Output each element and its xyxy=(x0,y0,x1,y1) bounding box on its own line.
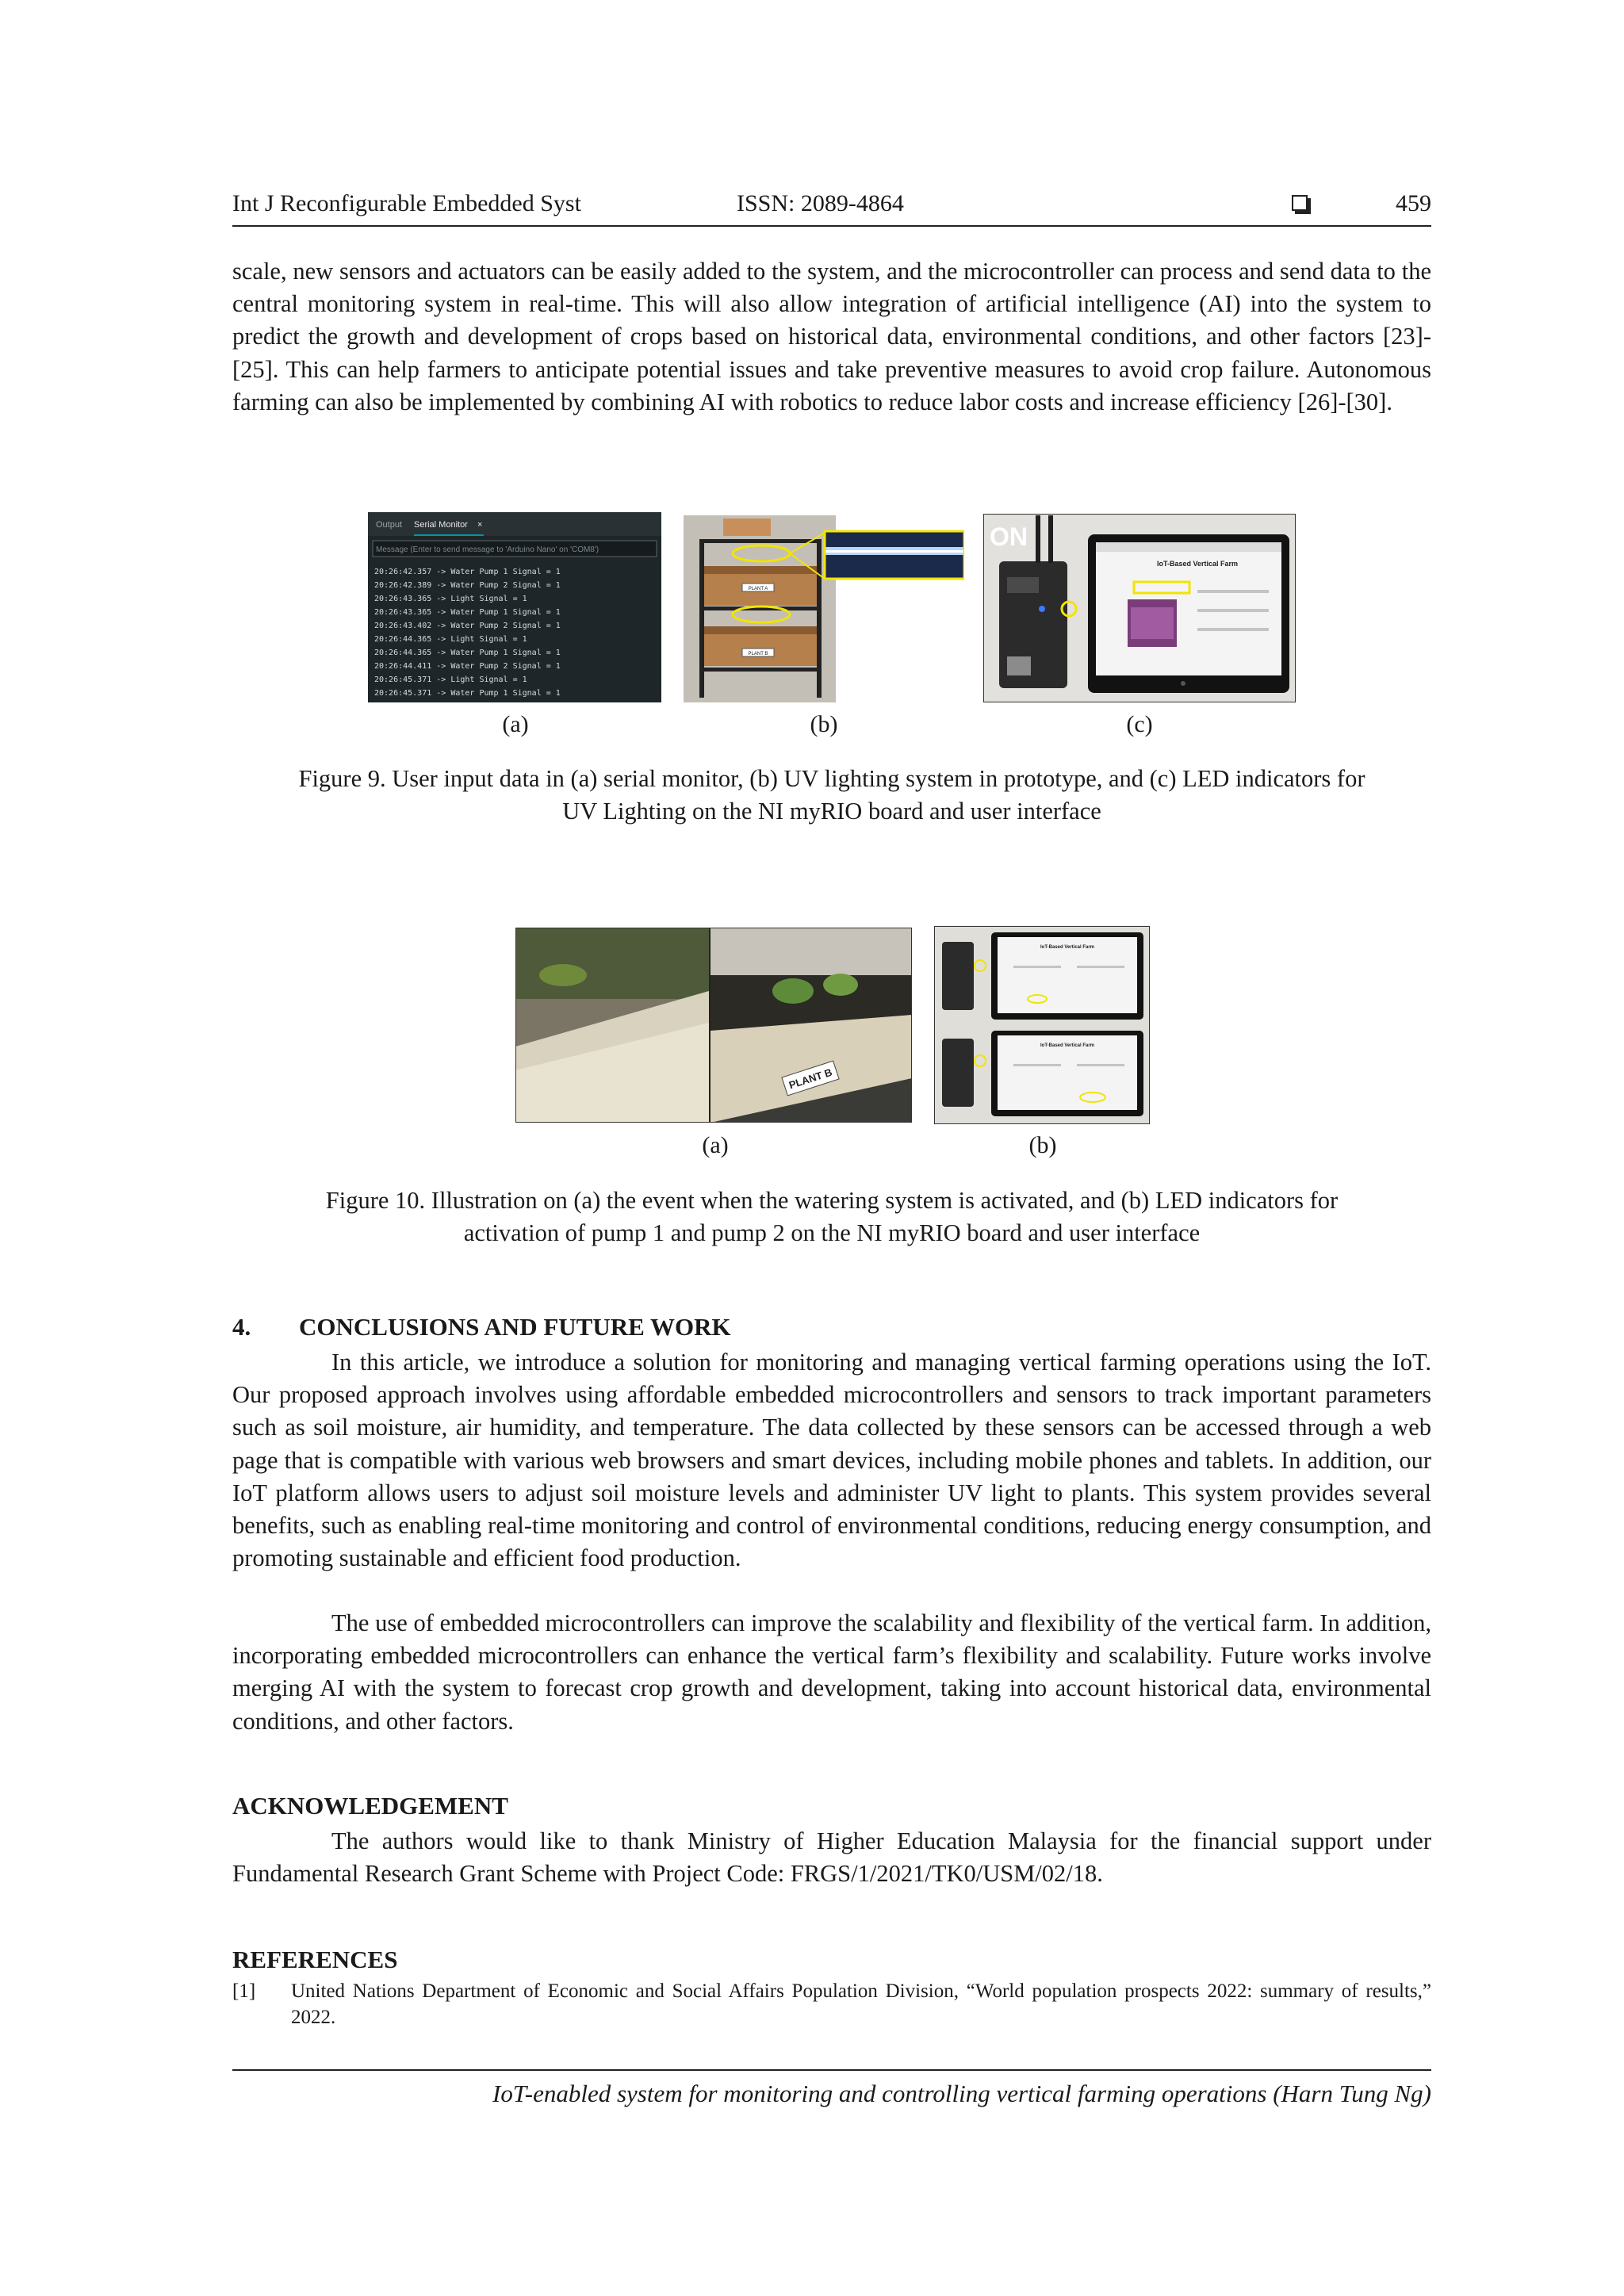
square-box-icon xyxy=(1292,195,1308,211)
running-header xyxy=(232,190,1431,222)
references-heading: REFERENCES xyxy=(232,1946,398,1973)
figure9-myrio-tablet-photo xyxy=(983,514,1296,702)
reference-number: [1] xyxy=(232,1980,256,2002)
figure9-prototype-photo xyxy=(684,515,964,702)
on-label: ON xyxy=(990,522,1028,551)
reference-item xyxy=(232,1978,1431,2030)
message-input: Message (Enter to send message to 'Arduino Nano' on 'COM8') xyxy=(376,545,599,554)
intro-paragraph: scale, new sensors and actuators can be easily added to the system, and the microcontroller can process and send data to the central monitoring system in real-time. This will also allow integration of artificial intelligence (AI) into the system to predict the growth and development of crops based on historical data, environmental conditions, and other factors [23]-[25]. This can help farmers to anticipate potential issues and take preventive measures to avoid crop failure. Autonomous farming can also be implemented by combining AI with robotics to reduce labor costs and increase efficiency [26]-[30]. xyxy=(232,258,1431,415)
plant-a-tag: PLANT A xyxy=(748,587,768,591)
conclusion-paragraph-2: The use of embedded microcontrollers can improve the scalability and flexibility of the vertical farm. In addition, incorporating embedded microcontrollers can enhance the vertical farm’s flexibility and scalability. Future works involve merging AI with the system to forecast crop growth and development, taking into account historical data, environmental conditions, and other factors. xyxy=(232,1609,1431,1735)
acknowledgement-heading: ACKNOWLEDGEMENT xyxy=(232,1792,508,1820)
figure10-caption-line1: Figure 10. Illustration on (a) the event when the watering system is activated, and (b) LED indicators for xyxy=(325,1187,1339,1214)
serial-line: 20:26:43.365 -> Light Signal = 1 xyxy=(374,595,527,603)
journal-name: Int J Reconfigurable Embedded Syst xyxy=(232,190,581,216)
figure9-label-a: (a) xyxy=(502,711,529,737)
serial-line: 20:26:42.357 -> Water Pump 1 Signal = 1 xyxy=(374,568,561,576)
issn: ISSN: 2089-4864 xyxy=(737,190,904,216)
close-icon: × xyxy=(477,520,483,530)
figure10-label-b: (b) xyxy=(1028,1132,1057,1158)
figure9-caption-line2: UV Lighting on the NI myRIO board and user interface xyxy=(562,798,1101,825)
tablet-title-bottom: IoT-Based Vertical Farm xyxy=(1040,1043,1095,1048)
figure10-label-a: (a) xyxy=(702,1132,729,1158)
reference-text: United Nations Department of Economic and Social Affairs Population Division, “World population prospects 2022: summary of results,” 2022. xyxy=(291,1980,1431,2028)
plant-b-label: PLANT B xyxy=(787,1066,834,1092)
figure9-serial-monitor xyxy=(368,512,661,702)
figure9-caption-line1: Figure 9. User input data in (a) serial monitor, (b) UV lighting system in prototype, and (c) LED indicators for xyxy=(298,765,1365,792)
figure10-watering-photos xyxy=(515,928,912,1123)
footer-rule xyxy=(232,2069,1431,2071)
header-rule xyxy=(232,225,1431,227)
figure10-caption-line2: activation of pump 1 and pump 2 on the NI myRIO board and user interface xyxy=(463,1219,1201,1246)
figure10-caption xyxy=(232,1184,1431,1249)
figure9-label-c: (c) xyxy=(1126,711,1153,737)
figure10-led-indicator-photos xyxy=(934,926,1150,1124)
tab-output: Output xyxy=(376,520,403,530)
running-footer: IoT-enabled system for monitoring and controlling vertical farming operations (Harn Tung Ng) xyxy=(492,2080,1431,2107)
serial-line: 20:26:43.402 -> Water Pump 2 Signal = 1 xyxy=(374,622,561,630)
serial-line: 20:26:42.389 -> Water Pump 2 Signal = 1 xyxy=(374,581,561,590)
section-heading-conclusions xyxy=(232,1313,731,1341)
acknowledgement-text: The authors would like to thank Ministry of Higher Education Malaysia for the financial support under Fundamental Research Grant Scheme with Project Code: FRGS/1/2021/TK0/USM/02/18. xyxy=(232,1827,1431,1888)
serial-line: 20:26:45.371 -> Light Signal = 1 xyxy=(374,675,527,684)
figure9-label-b: (b) xyxy=(810,711,838,737)
plant-b-tag: PLANT B xyxy=(748,652,768,656)
conclusion-paragraph-1: In this article, we introduce a solution for monitoring and managing vertical farming operations using the IoT. Our proposed approach involves using affordable embedded microcontrollers and sensors to track important parameters such as soil moisture, air humidity, and temperature. The data collected by these sensors can be accessed through a web page that is compatible with various web browsers and smart devices, including mobile phones and tablets. In addition, our IoT platform allows users to adjust soil moisture levels and administer UV light to plants. This system provides several benefits, such as enabling real-time monitoring and control of environmental conditions, reducing energy consumption, and promoting sustainable and efficient food production. xyxy=(232,1349,1431,1572)
serial-line: 20:26:43.365 -> Water Pump 1 Signal = 1 xyxy=(374,608,561,617)
tablet-title: IoT-Based Vertical Farm xyxy=(1156,560,1239,568)
serial-line: 20:26:45.371 -> Water Pump 1 Signal = 1 xyxy=(374,689,561,698)
figure9-caption xyxy=(232,763,1431,828)
section-number: 4. xyxy=(232,1313,251,1341)
tab-serial-monitor: Serial Monitor xyxy=(414,520,468,530)
serial-line: 20:26:44.365 -> Water Pump 1 Signal = 1 xyxy=(374,649,561,657)
tablet-title-top: IoT-Based Vertical Farm xyxy=(1040,945,1095,950)
serial-line: 20:26:44.411 -> Water Pump 2 Signal = 1 xyxy=(374,662,561,671)
section-title: CONCLUSIONS AND FUTURE WORK xyxy=(299,1313,731,1341)
page-number: 459 xyxy=(1396,190,1431,216)
serial-line: 20:26:44.365 -> Light Signal = 1 xyxy=(374,635,527,644)
